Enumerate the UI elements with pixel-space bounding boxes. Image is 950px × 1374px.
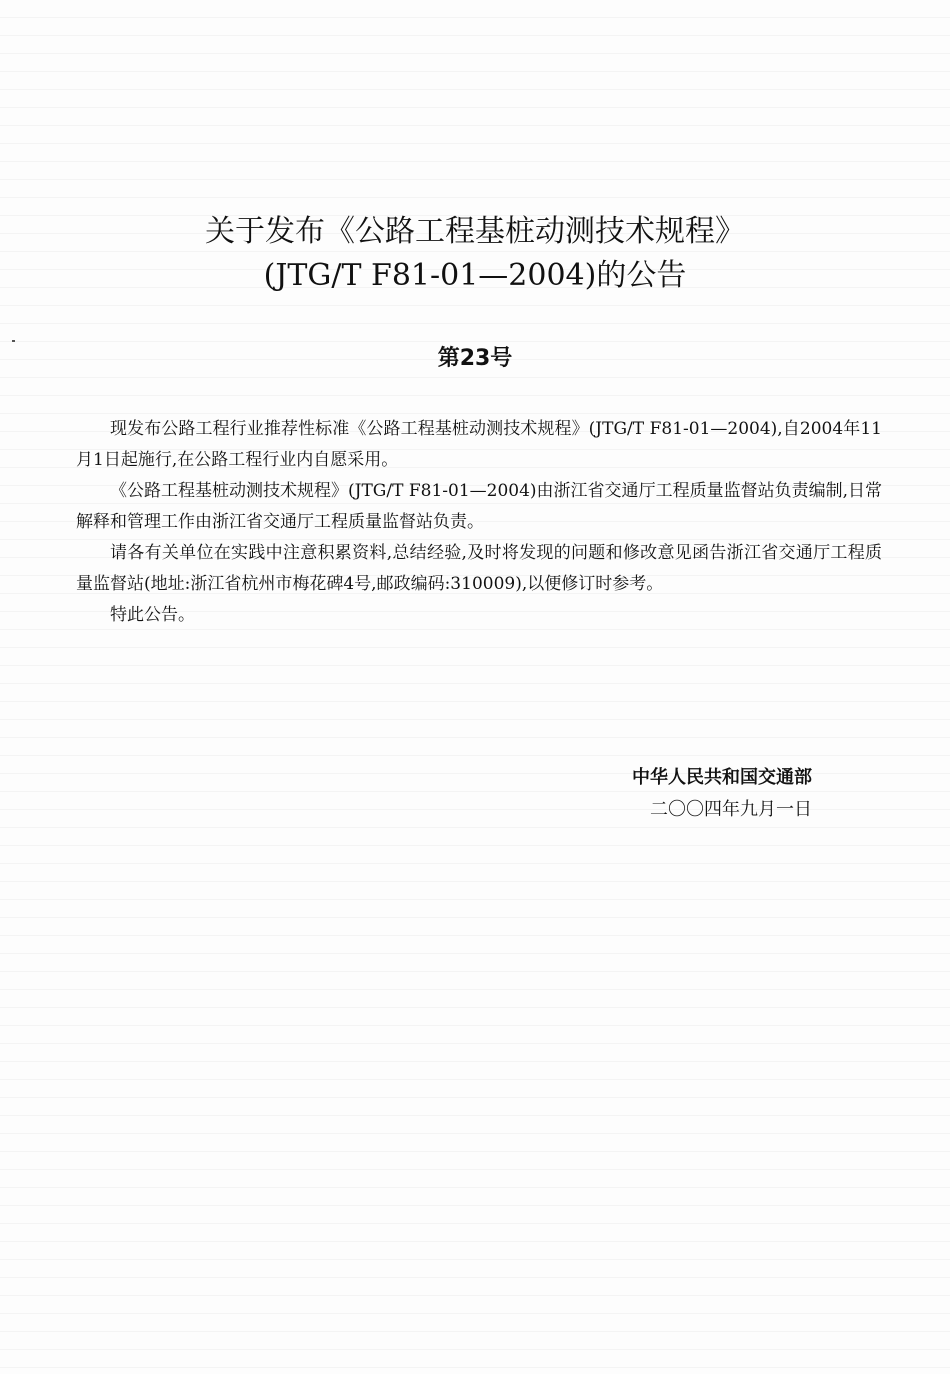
notice-body <box>76 414 882 631</box>
issue-date: 二〇〇四年九月一日 <box>650 799 812 820</box>
notice-paragraph-4: 特此公告。 <box>110 605 195 625</box>
notice-title-line-1: 关于发布《公路工程基桩动测技术规程》 <box>205 214 745 249</box>
notice-paragraph-1: 现发布公路工程行业推荐性标准《公路工程基桩动测技术规程》(JTG/T F81-01—2004),自2004年11月1日起施行,在公路工程行业内自愿采用。 <box>76 419 882 470</box>
scan-speck <box>12 340 15 342</box>
notice-number: 第23号 <box>437 346 513 371</box>
notice-paragraph-2: 《公路工程基桩动测技术规程》(JTG/T F81-01—2004)由浙江省交通厅工程质量监督站负责编制,日常解释和管理工作由浙江省交通厅工程质量监督站负责。 <box>76 481 882 532</box>
notice-paragraph-3: 请各有关单位在实践中注意积累资料,总结经验,及时将发现的问题和修改意见函告浙江省交通厅工程质量监督站(地址:浙江省杭州市梅花碑4号,邮政编码:310009),以便修订时参考。 <box>76 543 882 594</box>
issuing-authority: 中华人民共和国交通部 <box>632 767 812 788</box>
notice-title-line-2: (JTG/T F81-01—2004)的公告 <box>263 258 687 293</box>
